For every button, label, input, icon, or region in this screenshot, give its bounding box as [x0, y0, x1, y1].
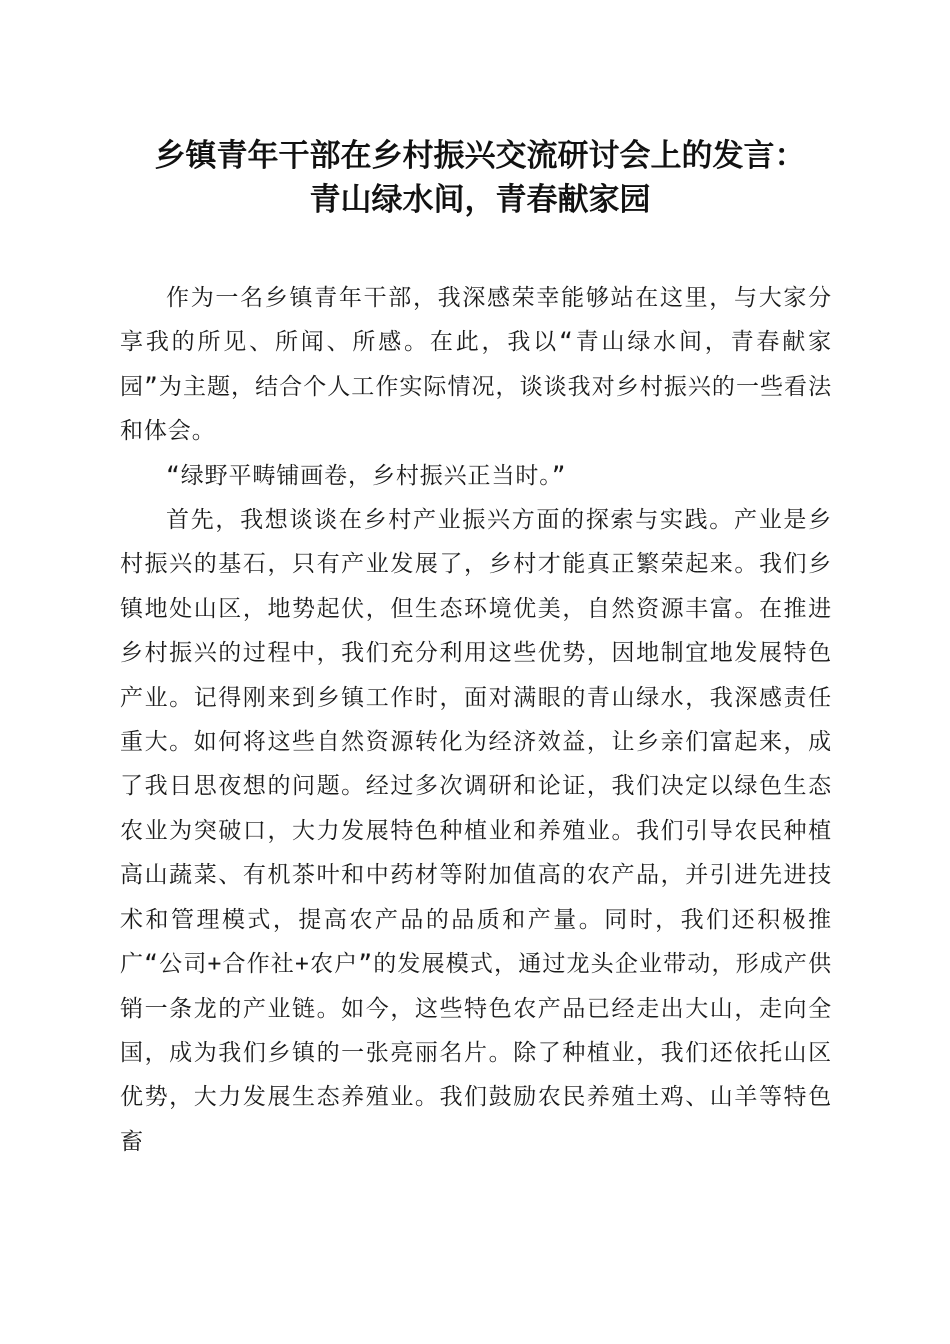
title-line-2: 青山绿水间，青春献家园: [309, 182, 651, 218]
paragraph-quote: “绿野平畴铺画卷，乡村振兴正当时。”: [166, 462, 567, 489]
paragraph-intro: 作为一名乡镇青年干部，我深感荣幸能够站在这里，与大家分享我的所见、所闻、所感。在此，我以“青山绿水间，青春献家园”为主题，结合个人工作实际情况，谈谈我对乡村振兴的一些看法和体会。: [120, 285, 832, 445]
title-line-1: 乡镇青年干部在乡村振兴交流研讨会上的发言：: [154, 138, 806, 174]
paragraph-industry: 首先，我想谈谈在乡村产业振兴方面的探索与实践。产业是乡村振兴的基石，只有产业发展了，乡村才能真正繁荣起来。我们乡镇地处山区，地势起伏，但生态环境优美，自然资源丰富。在推进乡村振兴的过程中，我们充分利用这些优势，因地制宜地发展特色产业。记得刚来到乡镇工作时，面对满眼的青山绿水，我深感责任重大。如何将这些自然资源转化为经济效益，让乡亲们富起来，成了我日思夜想的问题。经过多次调研和论证，我们决定以绿色生态农业为突破口，大力发展特色种植业和养殖业。我们引导农民种植高山蔬菜、有机茶叶和中药材等附加值高的农产品，并引进先进技术和管理模式，提高农产品的品质和产量。同时，我们还积极推广“公司+合作社+农户”的发展模式，通过龙头企业带动，形成产供销一条龙的产业链。如今，这些特色农产品已经走出大山，走向全国，成为我们乡镇的一张亮丽名片。除了种植业，我们还依托山区优势，大力发展生态养殖业。我们鼓励农民养殖土鸡、山羊等特色畜: [120, 507, 832, 1155]
document-body: [120, 276, 832, 1164]
document-title: [100, 134, 860, 222]
